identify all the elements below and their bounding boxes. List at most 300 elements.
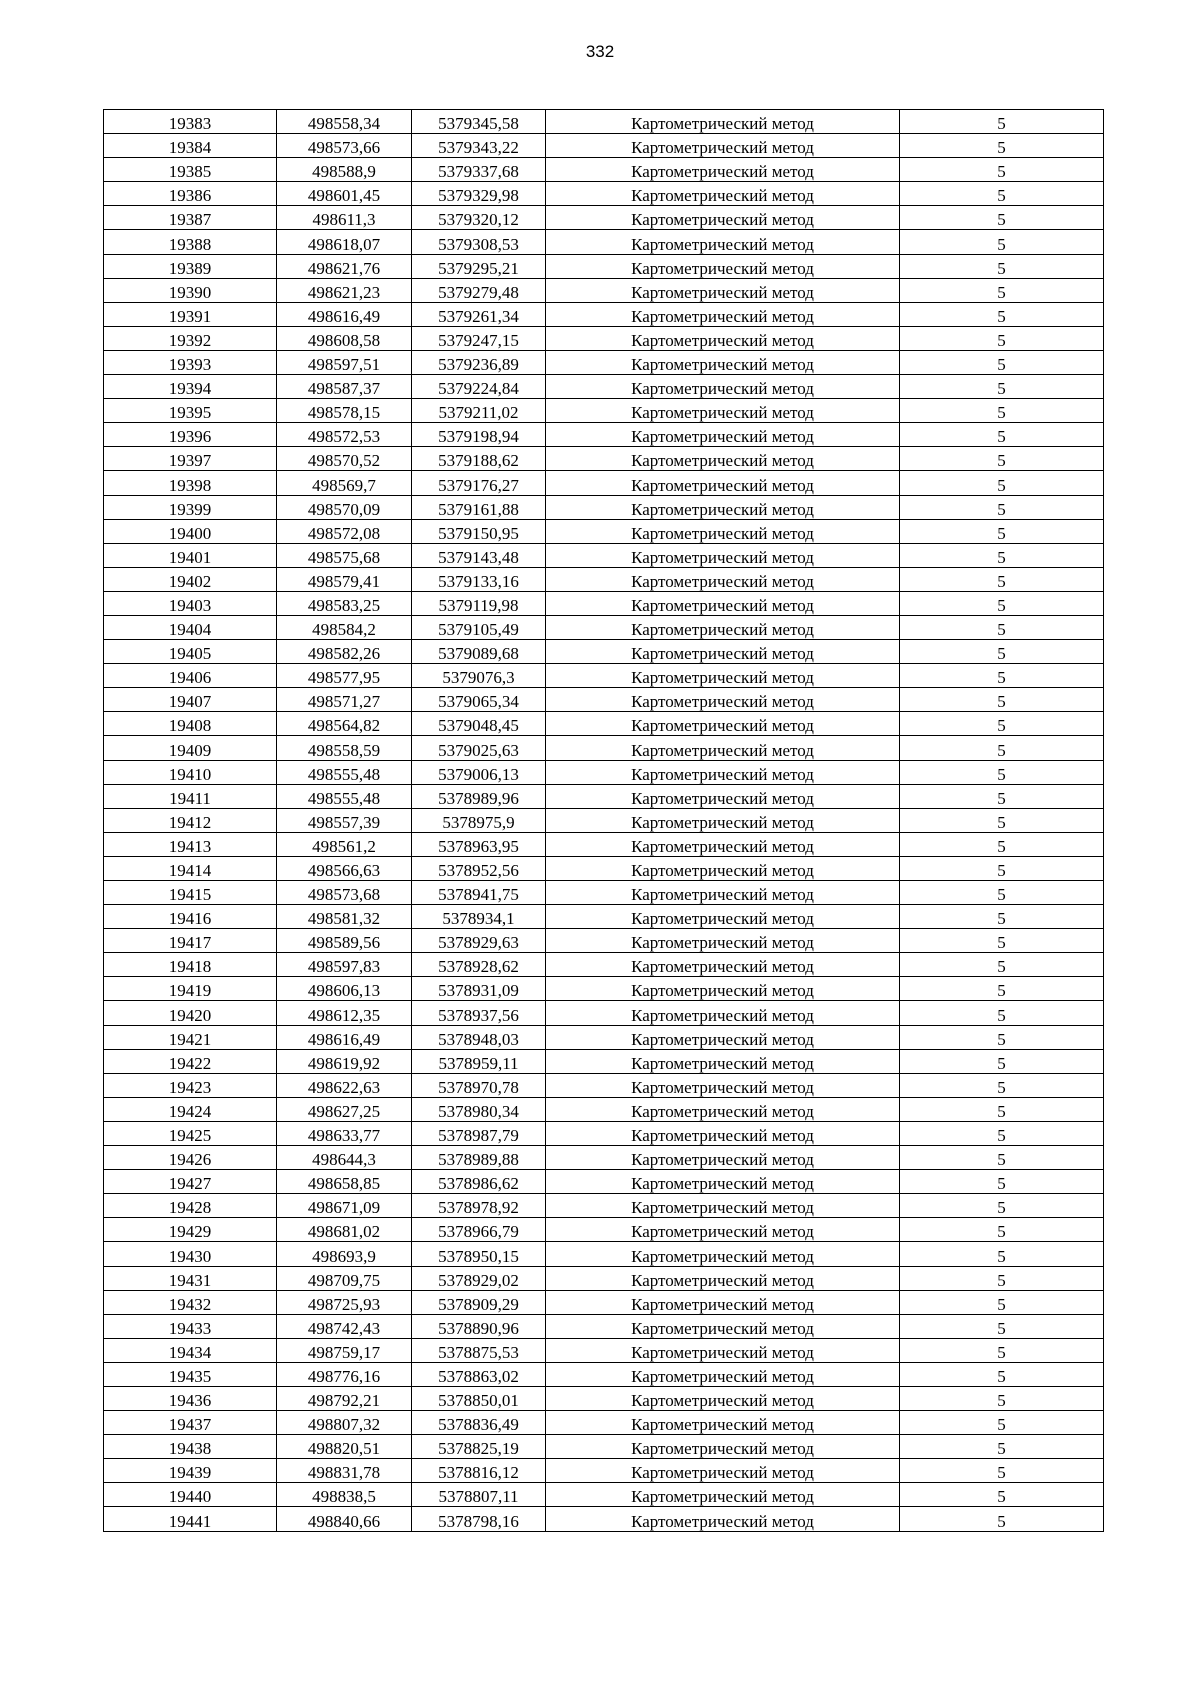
point-number-cell: 19418 bbox=[104, 953, 277, 977]
point-number-cell: 19415 bbox=[104, 881, 277, 905]
accuracy-cell: 5 bbox=[900, 929, 1104, 953]
y-coordinate-cell: 5379224,84 bbox=[412, 375, 546, 399]
point-number-cell: 19401 bbox=[104, 543, 277, 567]
method-cell: Картометрический метод bbox=[546, 808, 900, 832]
table-row bbox=[104, 495, 1104, 519]
table-row bbox=[104, 832, 1104, 856]
x-coordinate-cell: 498612,35 bbox=[277, 1001, 412, 1025]
accuracy-cell: 5 bbox=[900, 543, 1104, 567]
method-cell: Картометрический метод bbox=[546, 423, 900, 447]
y-coordinate-cell: 5378934,1 bbox=[412, 905, 546, 929]
method-cell: Картометрический метод bbox=[546, 640, 900, 664]
x-coordinate-cell: 498566,63 bbox=[277, 856, 412, 880]
method-cell: Картометрический метод bbox=[546, 399, 900, 423]
method-cell: Картометрический метод bbox=[546, 688, 900, 712]
accuracy-cell: 5 bbox=[900, 615, 1104, 639]
method-cell: Картометрический метод bbox=[546, 495, 900, 519]
accuracy-cell: 5 bbox=[900, 519, 1104, 543]
table-row bbox=[104, 254, 1104, 278]
accuracy-cell: 5 bbox=[900, 1073, 1104, 1097]
point-number-cell: 19388 bbox=[104, 230, 277, 254]
accuracy-cell: 5 bbox=[900, 688, 1104, 712]
y-coordinate-cell: 5379247,15 bbox=[412, 326, 546, 350]
method-cell: Картометрический метод bbox=[546, 1362, 900, 1386]
x-coordinate-cell: 498572,53 bbox=[277, 423, 412, 447]
accuracy-cell: 5 bbox=[900, 881, 1104, 905]
method-cell: Картометрический метод bbox=[546, 278, 900, 302]
method-cell: Картометрический метод bbox=[546, 110, 900, 134]
x-coordinate-cell: 498558,59 bbox=[277, 736, 412, 760]
table-row bbox=[104, 447, 1104, 471]
method-cell: Картометрический метод bbox=[546, 1194, 900, 1218]
table-row bbox=[104, 1121, 1104, 1145]
x-coordinate-cell: 498616,49 bbox=[277, 1025, 412, 1049]
accuracy-cell: 5 bbox=[900, 278, 1104, 302]
table-row bbox=[104, 784, 1104, 808]
method-cell: Картометрический метод bbox=[546, 254, 900, 278]
method-cell: Картометрический метод bbox=[546, 929, 900, 953]
accuracy-cell: 5 bbox=[900, 640, 1104, 664]
accuracy-cell: 5 bbox=[900, 664, 1104, 688]
y-coordinate-cell: 5379295,21 bbox=[412, 254, 546, 278]
point-number-cell: 19383 bbox=[104, 110, 277, 134]
y-coordinate-cell: 5378966,79 bbox=[412, 1218, 546, 1242]
x-coordinate-cell: 498589,56 bbox=[277, 929, 412, 953]
x-coordinate-cell: 498618,07 bbox=[277, 230, 412, 254]
method-cell: Картометрический метод bbox=[546, 1411, 900, 1435]
point-number-cell: 19402 bbox=[104, 567, 277, 591]
accuracy-cell: 5 bbox=[900, 399, 1104, 423]
method-cell: Картометрический метод bbox=[546, 856, 900, 880]
x-coordinate-cell: 498577,95 bbox=[277, 664, 412, 688]
point-number-cell: 19409 bbox=[104, 736, 277, 760]
x-coordinate-cell: 498776,16 bbox=[277, 1362, 412, 1386]
point-number-cell: 19422 bbox=[104, 1049, 277, 1073]
x-coordinate-cell: 498573,68 bbox=[277, 881, 412, 905]
point-number-cell: 19404 bbox=[104, 615, 277, 639]
x-coordinate-cell: 498725,93 bbox=[277, 1290, 412, 1314]
method-cell: Картометрический метод bbox=[546, 1025, 900, 1049]
x-coordinate-cell: 498581,32 bbox=[277, 905, 412, 929]
y-coordinate-cell: 5379261,34 bbox=[412, 302, 546, 326]
x-coordinate-cell: 498671,09 bbox=[277, 1194, 412, 1218]
y-coordinate-cell: 5378986,62 bbox=[412, 1170, 546, 1194]
y-coordinate-cell: 5379320,12 bbox=[412, 206, 546, 230]
point-number-cell: 19431 bbox=[104, 1266, 277, 1290]
table-row bbox=[104, 953, 1104, 977]
y-coordinate-cell: 5379065,34 bbox=[412, 688, 546, 712]
accuracy-cell: 5 bbox=[900, 832, 1104, 856]
x-coordinate-cell: 498742,43 bbox=[277, 1314, 412, 1338]
x-coordinate-cell: 498597,83 bbox=[277, 953, 412, 977]
table-row bbox=[104, 375, 1104, 399]
method-cell: Картометрический метод bbox=[546, 1146, 900, 1170]
point-number-cell: 19391 bbox=[104, 302, 277, 326]
table-row bbox=[104, 350, 1104, 374]
table-row bbox=[104, 302, 1104, 326]
accuracy-cell: 5 bbox=[900, 1386, 1104, 1410]
accuracy-cell: 5 bbox=[900, 905, 1104, 929]
table-row bbox=[104, 1097, 1104, 1121]
y-coordinate-cell: 5378952,56 bbox=[412, 856, 546, 880]
point-number-cell: 19428 bbox=[104, 1194, 277, 1218]
method-cell: Картометрический метод bbox=[546, 134, 900, 158]
table-row bbox=[104, 929, 1104, 953]
y-coordinate-cell: 5379279,48 bbox=[412, 278, 546, 302]
table-row bbox=[104, 881, 1104, 905]
method-cell: Картометрический метод bbox=[546, 1097, 900, 1121]
accuracy-cell: 5 bbox=[900, 1435, 1104, 1459]
method-cell: Картометрический метод bbox=[546, 953, 900, 977]
y-coordinate-cell: 5379211,02 bbox=[412, 399, 546, 423]
table-row bbox=[104, 615, 1104, 639]
table-row bbox=[104, 230, 1104, 254]
method-cell: Картометрический метод bbox=[546, 326, 900, 350]
method-cell: Картометрический метод bbox=[546, 1001, 900, 1025]
point-number-cell: 19423 bbox=[104, 1073, 277, 1097]
x-coordinate-cell: 498572,08 bbox=[277, 519, 412, 543]
accuracy-cell: 5 bbox=[900, 1001, 1104, 1025]
table-row bbox=[104, 760, 1104, 784]
point-number-cell: 19407 bbox=[104, 688, 277, 712]
x-coordinate-cell: 498658,85 bbox=[277, 1170, 412, 1194]
y-coordinate-cell: 5378929,63 bbox=[412, 929, 546, 953]
x-coordinate-cell: 498584,2 bbox=[277, 615, 412, 639]
table-row bbox=[104, 688, 1104, 712]
table-row bbox=[104, 182, 1104, 206]
method-cell: Картометрический метод bbox=[546, 591, 900, 615]
method-cell: Картометрический метод bbox=[546, 519, 900, 543]
point-number-cell: 19419 bbox=[104, 977, 277, 1001]
accuracy-cell: 5 bbox=[900, 1411, 1104, 1435]
x-coordinate-cell: 498681,02 bbox=[277, 1218, 412, 1242]
x-coordinate-cell: 498588,9 bbox=[277, 158, 412, 182]
accuracy-cell: 5 bbox=[900, 350, 1104, 374]
table-row bbox=[104, 567, 1104, 591]
method-cell: Картометрический метод bbox=[546, 1483, 900, 1507]
y-coordinate-cell: 5378937,56 bbox=[412, 1001, 546, 1025]
point-number-cell: 19440 bbox=[104, 1483, 277, 1507]
point-number-cell: 19414 bbox=[104, 856, 277, 880]
table-row bbox=[104, 1218, 1104, 1242]
point-number-cell: 19411 bbox=[104, 784, 277, 808]
point-number-cell: 19393 bbox=[104, 350, 277, 374]
y-coordinate-cell: 5378950,15 bbox=[412, 1242, 546, 1266]
accuracy-cell: 5 bbox=[900, 1194, 1104, 1218]
table-row bbox=[104, 1459, 1104, 1483]
x-coordinate-cell: 498570,09 bbox=[277, 495, 412, 519]
x-coordinate-cell: 498608,58 bbox=[277, 326, 412, 350]
accuracy-cell: 5 bbox=[900, 1218, 1104, 1242]
method-cell: Картометрический метод bbox=[546, 881, 900, 905]
accuracy-cell: 5 bbox=[900, 158, 1104, 182]
y-coordinate-cell: 5378989,96 bbox=[412, 784, 546, 808]
method-cell: Картометрический метод bbox=[546, 230, 900, 254]
accuracy-cell: 5 bbox=[900, 1266, 1104, 1290]
y-coordinate-cell: 5378959,11 bbox=[412, 1049, 546, 1073]
y-coordinate-cell: 5378987,79 bbox=[412, 1121, 546, 1145]
method-cell: Картометрический метод bbox=[546, 615, 900, 639]
x-coordinate-cell: 498840,66 bbox=[277, 1507, 412, 1531]
y-coordinate-cell: 5378948,03 bbox=[412, 1025, 546, 1049]
point-number-cell: 19434 bbox=[104, 1338, 277, 1362]
accuracy-cell: 5 bbox=[900, 230, 1104, 254]
y-coordinate-cell: 5378978,92 bbox=[412, 1194, 546, 1218]
y-coordinate-cell: 5378909,29 bbox=[412, 1290, 546, 1314]
table-row bbox=[104, 206, 1104, 230]
method-cell: Картометрический метод bbox=[546, 543, 900, 567]
table-row bbox=[104, 1290, 1104, 1314]
point-number-cell: 19400 bbox=[104, 519, 277, 543]
point-number-cell: 19438 bbox=[104, 1435, 277, 1459]
x-coordinate-cell: 498570,52 bbox=[277, 447, 412, 471]
y-coordinate-cell: 5379025,63 bbox=[412, 736, 546, 760]
point-number-cell: 19429 bbox=[104, 1218, 277, 1242]
coordinates-table bbox=[103, 109, 1104, 1532]
accuracy-cell: 5 bbox=[900, 134, 1104, 158]
point-number-cell: 19441 bbox=[104, 1507, 277, 1531]
method-cell: Картометрический метод bbox=[546, 350, 900, 374]
table-row bbox=[104, 399, 1104, 423]
y-coordinate-cell: 5378929,02 bbox=[412, 1266, 546, 1290]
x-coordinate-cell: 498564,82 bbox=[277, 712, 412, 736]
table-row bbox=[104, 1435, 1104, 1459]
table-row bbox=[104, 1049, 1104, 1073]
point-number-cell: 19436 bbox=[104, 1386, 277, 1410]
table-row bbox=[104, 1507, 1104, 1531]
y-coordinate-cell: 5378825,19 bbox=[412, 1435, 546, 1459]
point-number-cell: 19384 bbox=[104, 134, 277, 158]
method-cell: Картометрический метод bbox=[546, 1049, 900, 1073]
y-coordinate-cell: 5378928,62 bbox=[412, 953, 546, 977]
x-coordinate-cell: 498555,48 bbox=[277, 784, 412, 808]
method-cell: Картометрический метод bbox=[546, 182, 900, 206]
point-number-cell: 19420 bbox=[104, 1001, 277, 1025]
table-row bbox=[104, 1386, 1104, 1410]
y-coordinate-cell: 5378875,53 bbox=[412, 1338, 546, 1362]
method-cell: Картометрический метод bbox=[546, 1242, 900, 1266]
method-cell: Картометрический метод bbox=[546, 977, 900, 1001]
point-number-cell: 19405 bbox=[104, 640, 277, 664]
method-cell: Картометрический метод bbox=[546, 1170, 900, 1194]
x-coordinate-cell: 498597,51 bbox=[277, 350, 412, 374]
method-cell: Картометрический метод bbox=[546, 1266, 900, 1290]
x-coordinate-cell: 498709,75 bbox=[277, 1266, 412, 1290]
x-coordinate-cell: 498611,3 bbox=[277, 206, 412, 230]
accuracy-cell: 5 bbox=[900, 784, 1104, 808]
accuracy-cell: 5 bbox=[900, 856, 1104, 880]
table-row bbox=[104, 326, 1104, 350]
accuracy-cell: 5 bbox=[900, 808, 1104, 832]
accuracy-cell: 5 bbox=[900, 1459, 1104, 1483]
x-coordinate-cell: 498561,2 bbox=[277, 832, 412, 856]
accuracy-cell: 5 bbox=[900, 1170, 1104, 1194]
method-cell: Картометрический метод bbox=[546, 1459, 900, 1483]
accuracy-cell: 5 bbox=[900, 1338, 1104, 1362]
y-coordinate-cell: 5379119,98 bbox=[412, 591, 546, 615]
page-number: 332 bbox=[585, 42, 615, 61]
method-cell: Картометрический метод bbox=[546, 832, 900, 856]
method-cell: Картометрический метод bbox=[546, 158, 900, 182]
method-cell: Картометрический метод bbox=[546, 1386, 900, 1410]
point-number-cell: 19387 bbox=[104, 206, 277, 230]
point-number-cell: 19417 bbox=[104, 929, 277, 953]
point-number-cell: 19394 bbox=[104, 375, 277, 399]
accuracy-cell: 5 bbox=[900, 1290, 1104, 1314]
accuracy-cell: 5 bbox=[900, 254, 1104, 278]
table-row bbox=[104, 1266, 1104, 1290]
accuracy-cell: 5 bbox=[900, 1049, 1104, 1073]
point-number-cell: 19432 bbox=[104, 1290, 277, 1314]
x-coordinate-cell: 498820,51 bbox=[277, 1435, 412, 1459]
table-row bbox=[104, 1146, 1104, 1170]
x-coordinate-cell: 498633,77 bbox=[277, 1121, 412, 1145]
accuracy-cell: 5 bbox=[900, 977, 1104, 1001]
x-coordinate-cell: 498644,3 bbox=[277, 1146, 412, 1170]
method-cell: Картометрический метод bbox=[546, 1314, 900, 1338]
point-number-cell: 19399 bbox=[104, 495, 277, 519]
accuracy-cell: 5 bbox=[900, 1507, 1104, 1531]
point-number-cell: 19430 bbox=[104, 1242, 277, 1266]
table-row bbox=[104, 664, 1104, 688]
y-coordinate-cell: 5378975,9 bbox=[412, 808, 546, 832]
y-coordinate-cell: 5379161,88 bbox=[412, 495, 546, 519]
accuracy-cell: 5 bbox=[900, 447, 1104, 471]
table-row bbox=[104, 1362, 1104, 1386]
x-coordinate-cell: 498606,13 bbox=[277, 977, 412, 1001]
method-cell: Картометрический метод bbox=[546, 1218, 900, 1242]
point-number-cell: 19437 bbox=[104, 1411, 277, 1435]
y-coordinate-cell: 5378963,95 bbox=[412, 832, 546, 856]
x-coordinate-cell: 498573,66 bbox=[277, 134, 412, 158]
table-row bbox=[104, 471, 1104, 495]
y-coordinate-cell: 5379006,13 bbox=[412, 760, 546, 784]
x-coordinate-cell: 498807,32 bbox=[277, 1411, 412, 1435]
accuracy-cell: 5 bbox=[900, 1483, 1104, 1507]
y-coordinate-cell: 5379089,68 bbox=[412, 640, 546, 664]
accuracy-cell: 5 bbox=[900, 953, 1104, 977]
x-coordinate-cell: 498578,15 bbox=[277, 399, 412, 423]
point-number-cell: 19421 bbox=[104, 1025, 277, 1049]
y-coordinate-cell: 5379133,16 bbox=[412, 567, 546, 591]
point-number-cell: 19397 bbox=[104, 447, 277, 471]
table-row bbox=[104, 110, 1104, 134]
y-coordinate-cell: 5379105,49 bbox=[412, 615, 546, 639]
point-number-cell: 19385 bbox=[104, 158, 277, 182]
y-coordinate-cell: 5378890,96 bbox=[412, 1314, 546, 1338]
accuracy-cell: 5 bbox=[900, 423, 1104, 447]
table-row bbox=[104, 1242, 1104, 1266]
x-coordinate-cell: 498627,25 bbox=[277, 1097, 412, 1121]
x-coordinate-cell: 498838,5 bbox=[277, 1483, 412, 1507]
method-cell: Картометрический метод bbox=[546, 206, 900, 230]
method-cell: Картометрический метод bbox=[546, 1338, 900, 1362]
y-coordinate-cell: 5379188,62 bbox=[412, 447, 546, 471]
method-cell: Картометрический метод bbox=[546, 664, 900, 688]
accuracy-cell: 5 bbox=[900, 712, 1104, 736]
x-coordinate-cell: 498583,25 bbox=[277, 591, 412, 615]
table-row bbox=[104, 423, 1104, 447]
point-number-cell: 19439 bbox=[104, 1459, 277, 1483]
y-coordinate-cell: 5379308,53 bbox=[412, 230, 546, 254]
accuracy-cell: 5 bbox=[900, 1314, 1104, 1338]
table-row bbox=[104, 1073, 1104, 1097]
y-coordinate-cell: 5379076,3 bbox=[412, 664, 546, 688]
y-coordinate-cell: 5379176,27 bbox=[412, 471, 546, 495]
table-row bbox=[104, 519, 1104, 543]
table-row bbox=[104, 712, 1104, 736]
x-coordinate-cell: 498693,9 bbox=[277, 1242, 412, 1266]
table-row bbox=[104, 1411, 1104, 1435]
x-coordinate-cell: 498582,26 bbox=[277, 640, 412, 664]
x-coordinate-cell: 498621,23 bbox=[277, 278, 412, 302]
accuracy-cell: 5 bbox=[900, 1146, 1104, 1170]
accuracy-cell: 5 bbox=[900, 1025, 1104, 1049]
point-number-cell: 19408 bbox=[104, 712, 277, 736]
x-coordinate-cell: 498616,49 bbox=[277, 302, 412, 326]
method-cell: Картометрический метод bbox=[546, 447, 900, 471]
x-coordinate-cell: 498587,37 bbox=[277, 375, 412, 399]
table-row bbox=[104, 1001, 1104, 1025]
point-number-cell: 19395 bbox=[104, 399, 277, 423]
x-coordinate-cell: 498622,63 bbox=[277, 1073, 412, 1097]
y-coordinate-cell: 5379236,89 bbox=[412, 350, 546, 374]
y-coordinate-cell: 5379329,98 bbox=[412, 182, 546, 206]
method-cell: Картометрический метод bbox=[546, 1507, 900, 1531]
accuracy-cell: 5 bbox=[900, 567, 1104, 591]
x-coordinate-cell: 498619,92 bbox=[277, 1049, 412, 1073]
table-row bbox=[104, 134, 1104, 158]
method-cell: Картометрический метод bbox=[546, 567, 900, 591]
point-number-cell: 19392 bbox=[104, 326, 277, 350]
method-cell: Картометрический метод bbox=[546, 784, 900, 808]
y-coordinate-cell: 5379198,94 bbox=[412, 423, 546, 447]
accuracy-cell: 5 bbox=[900, 302, 1104, 326]
y-coordinate-cell: 5379337,68 bbox=[412, 158, 546, 182]
method-cell: Картометрический метод bbox=[546, 712, 900, 736]
method-cell: Картометрический метод bbox=[546, 1121, 900, 1145]
table-row bbox=[104, 1170, 1104, 1194]
y-coordinate-cell: 5379150,95 bbox=[412, 519, 546, 543]
y-coordinate-cell: 5378798,16 bbox=[412, 1507, 546, 1531]
x-coordinate-cell: 498558,34 bbox=[277, 110, 412, 134]
x-coordinate-cell: 498621,76 bbox=[277, 254, 412, 278]
x-coordinate-cell: 498831,78 bbox=[277, 1459, 412, 1483]
accuracy-cell: 5 bbox=[900, 1242, 1104, 1266]
point-number-cell: 19390 bbox=[104, 278, 277, 302]
accuracy-cell: 5 bbox=[900, 1097, 1104, 1121]
accuracy-cell: 5 bbox=[900, 1362, 1104, 1386]
table-row bbox=[104, 736, 1104, 760]
x-coordinate-cell: 498579,41 bbox=[277, 567, 412, 591]
point-number-cell: 19416 bbox=[104, 905, 277, 929]
x-coordinate-cell: 498557,39 bbox=[277, 808, 412, 832]
y-coordinate-cell: 5378941,75 bbox=[412, 881, 546, 905]
x-coordinate-cell: 498569,7 bbox=[277, 471, 412, 495]
accuracy-cell: 5 bbox=[900, 1121, 1104, 1145]
y-coordinate-cell: 5379143,48 bbox=[412, 543, 546, 567]
method-cell: Картометрический метод bbox=[546, 471, 900, 495]
y-coordinate-cell: 5378816,12 bbox=[412, 1459, 546, 1483]
accuracy-cell: 5 bbox=[900, 182, 1104, 206]
x-coordinate-cell: 498555,48 bbox=[277, 760, 412, 784]
point-number-cell: 19410 bbox=[104, 760, 277, 784]
table-row bbox=[104, 543, 1104, 567]
point-number-cell: 19406 bbox=[104, 664, 277, 688]
point-number-cell: 19425 bbox=[104, 1121, 277, 1145]
point-number-cell: 19435 bbox=[104, 1362, 277, 1386]
accuracy-cell: 5 bbox=[900, 375, 1104, 399]
